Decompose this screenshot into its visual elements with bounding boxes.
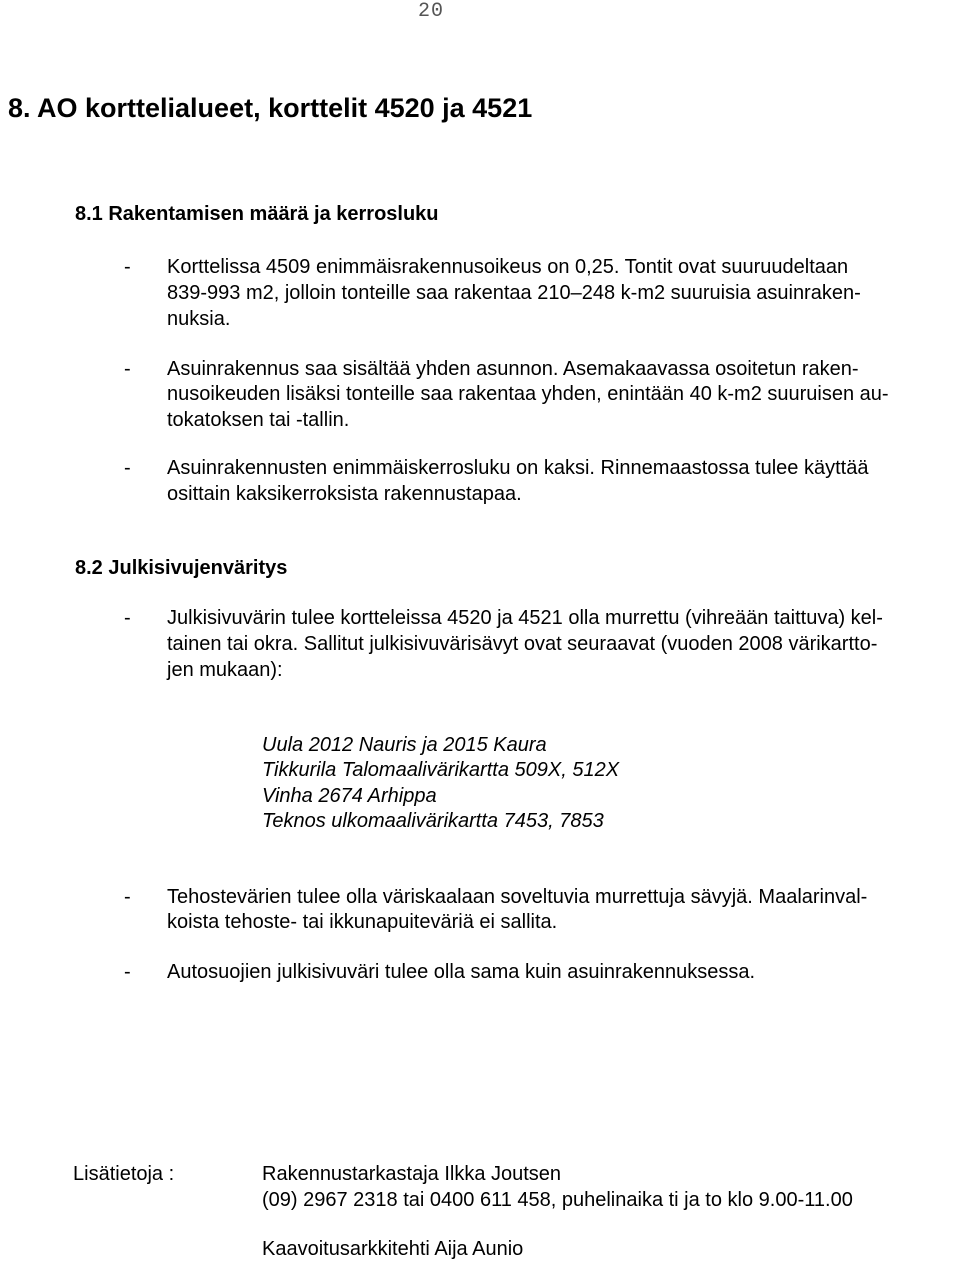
list-bullet: - [124, 961, 131, 983]
subsection-title-8-2: 8.2 Julkisivujenväritys [75, 557, 288, 579]
list-item-line: Korttelissa 4509 enimmäisrakennusoikeus on 0,25. Tontit ovat suuruudeltaan [167, 256, 849, 278]
page-number: 20 [417, 0, 444, 23]
colour-reference: Vinha 2674 Arhippa [262, 785, 437, 807]
subsection-title-8-1: 8.1 Rakentamisen määrä ja kerrosluku [75, 203, 439, 225]
list-item-line: tokatoksen tai -tallin. [167, 409, 350, 431]
list-bullet: - [124, 457, 131, 479]
list-item-line: jen mukaan): [167, 659, 283, 681]
section-title: 8. AO korttelialueet, korttelit 4520 ja 4521 [8, 93, 533, 123]
list-item-line: Julkisivuvärin tulee kortteleissa 4520 ja 4521 olla murrettu (vihreään taittuva) kel- [167, 607, 883, 629]
colour-reference: Uula 2012 Nauris ja 2015 Kaura [262, 734, 547, 756]
contact-line: (09) 2967 2318 tai 0400 611 458, puhelinaika ti ja to klo 9.00-11.00 [262, 1189, 853, 1211]
list-item-line: tainen tai okra. Sallitut julkisivuvärisävyt ovat seuraavat (vuoden 2008 värikartto- [167, 633, 878, 655]
list-item-line: nusoikeuden lisäksi tonteille saa rakentaa yhden, enintään 40 k-m2 suuruisen au- [167, 383, 889, 405]
list-item-line: Asuinrakennusten enimmäiskerrosluku on kaksi. Rinnemaastossa tulee käyttää [167, 457, 869, 479]
list-bullet: - [124, 886, 131, 908]
list-item-line: koista tehoste- tai ikkunapuiteväriä ei sallita. [167, 911, 558, 933]
list-item-line: Autosuojien julkisivuväri tulee olla sama kuin asuinrakennuksessa. [167, 961, 756, 983]
colour-reference: Teknos ulkomaalivärikartta 7453, 7853 [262, 810, 604, 832]
list-bullet: - [124, 607, 131, 629]
list-bullet: - [124, 256, 131, 278]
list-item-line: 839-993 m2, jolloin tonteille saa rakentaa 210–248 k-m2 suuruisia asuinraken- [167, 282, 861, 304]
list-bullet: - [124, 358, 131, 380]
contact-line: Rakennustarkastaja Ilkka Joutsen [262, 1163, 562, 1185]
colour-reference: Tikkurila Talomaalivärikartta 509X, 512X [262, 759, 620, 781]
list-item-line: nuksia. [167, 308, 231, 330]
contact-line: Kaavoitusarkkitehti Aija Aunio [262, 1238, 524, 1260]
list-item-line: Tehostevärien tulee olla väriskaalaan soveltuvia murrettuja sävyjä. Maalarinval- [167, 886, 868, 908]
contact-label: Lisätietoja : [73, 1163, 175, 1185]
list-item-line: osittain kaksikerroksista rakennustapaa. [167, 483, 522, 505]
list-item-line: Asuinrakennus saa sisältää yhden asunnon. Asemakaavassa osoitetun raken- [167, 358, 859, 380]
